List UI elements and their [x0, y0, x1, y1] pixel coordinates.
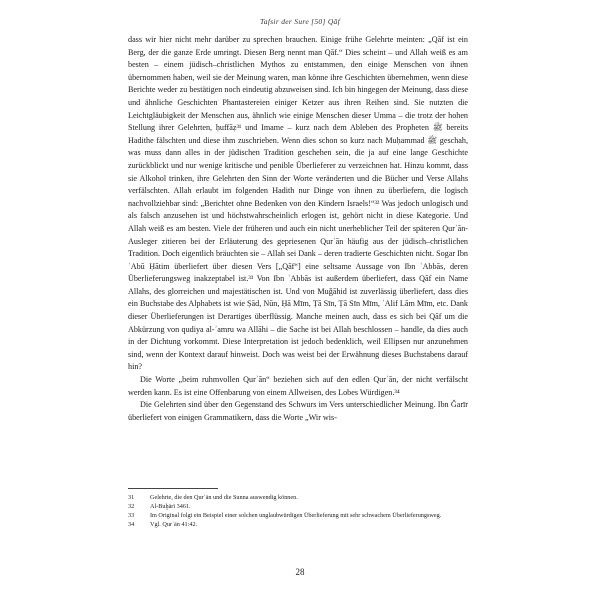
footnote-text: Im Original folgt ein Beispiel einer solchen unglaubwürdigen Überlieferung mit sehr schwachem Überlieferungsweg. — [150, 512, 442, 519]
footnote-number: 31 — [128, 494, 135, 501]
footnote — [128, 502, 468, 511]
footnote-text: Vgl. Qurʾān 41:42. — [150, 521, 198, 528]
footnote — [128, 493, 468, 502]
main-text — [128, 34, 468, 424]
footnote-text: Al-Buḫārī 3461. — [150, 503, 191, 510]
footnote — [128, 520, 468, 529]
footnote — [128, 511, 468, 520]
footnote-divider — [128, 488, 218, 489]
paragraph: Die Gelehrten sind über den Gegenstand des Schwurs im Vers unterschiedlicher Meinung. Ibn Ǧarīr überliefert von einigen Grammatikern, dass die Worte „Wir wis- — [128, 400, 468, 422]
running-header: Tafsir der Sure [50] Qāf — [260, 17, 340, 26]
paragraph: Die Worte „beim ruhmvollen Qurʾān“ beziehen sich auf den edlen Qurʾān, der nicht verfälscht werden kann. Es ist eine Offenbarung von einem Allweisen, des Lobes Würdigen.³⁴ — [128, 375, 468, 397]
footnote-number: 33 — [128, 512, 135, 519]
paragraph: dass wir hier nicht mehr darüber zu sprechen brauchen. Einige frühe Gelehrte meinten: „Qāf ist ein Berg, der die ganze Erde umringt. Diesen Berg nennt man Qāf.“ Dies scheint – und Allah weiß es am besten – einem jüdisch–christlichen Mythos zu entstammen, den einige Menschen von ihnen übernommen haben, weil sie der Meinung waren, man könne ihre Geschichten übernehmen, wenn diese Berichte weder zu bestätigen noch eindeutig abzuweisen sind. Ich bin hingegen der Meinung, dass diese und ähnliche Geschichten Phantastereien einiger Ketzer aus ihren Reihen sind. Sie nutzten die Leichtgläubigkeit der Menschen aus, ähnlich wie einige Menschen dieser Umma – die trotz der hohen Stellung ihrer Gelehrten, ḥuffāẓ³¹ und Imame – kurz nach dem Ableben des Propheten ﷺ bereits Hadithe fälschten und diese ihm zuschrieben. Wenn dies schon so kurz nach Muḥammad ﷺ geschah, was muss dann alles in der jüdischen Tradition geschehen sein, die ja auf eine lange Geschichte zurückblickt und nur wenige kritische und penible Überlieferer zu verzeichnen hat. Hinzu kommt, dass sie Alkohol trinken, ihre Gelehrten den Sinn der Worte veränderten und die Bücher und Verse Allahs verfälschten. Allah erlaubt im folgenden Hadith nur Dinge von ihnen zu überliefern, die logisch nachvollziehbar sind: „Berichtet ohne Bedenken von den Kindern Israels!“³² Was jedoch unlogisch und als falsch anzusehen ist und höchstwahrscheinlich erlogen ist, gehört nicht in diese Kategorie. Und Allah weiß es am besten. Viele der früheren und auch ein nicht unerheblicher Teil der späteren Qurʾān-Ausleger zitieren bei der Erläuterung des gepriesenen Qurʾān häufig aus der jüdisch–christlichen Tradition. Doch eigentlich bräuchten sie – Allah sei Dank – deren tradierte Geschichten nicht. Sogar Ibn ʾAbū Ḥātim überliefert über diesen Vers [„Qāf“] eine seltsame Aussage von Ibn ʿAbbās, deren Überlieferungsweg inakzeptabel ist.³³ Von Ibn ʿAbbās ist außerdem überliefert, dass Qāf ein Name Allahs, des glorreichen und majestätischen ist. Und von Muǧāhid ist zuverlässig überliefert, dass dies ein Buchstabe des Alphabets ist wie Ṣād, Nūn, Ḥā Mīm, Ṭā Sīn, Ṭā Sīn Mīm, ʾAlif Lām Mīm, etc. Dank dieser Überlieferungen ist Derartiges überflüssig. Manche meinen auch, dass es sich bei Qāf um die Abkürzung von qudiya al-ʾamru wa Allāhi – die Sache ist bei Allah beschlossen – handle, da dies auch in der Dichtung vorkommt. Diese Interpretation ist jedoch bedenklich, weil Ellipsen nur anzunehmen sind, wenn der Kontext darauf hinweist. Doch was weist bei der Erwähnung dieses Buchstabens darauf hin? — [128, 35, 468, 372]
footnotes — [128, 493, 468, 529]
footnote-number: 32 — [128, 503, 135, 510]
footnote-number: 34 — [128, 521, 135, 528]
footnote-text: Gelehrte, die den Qurʾān und die Sunna auswendig können. — [150, 494, 298, 501]
page-number: 28 — [295, 567, 305, 577]
